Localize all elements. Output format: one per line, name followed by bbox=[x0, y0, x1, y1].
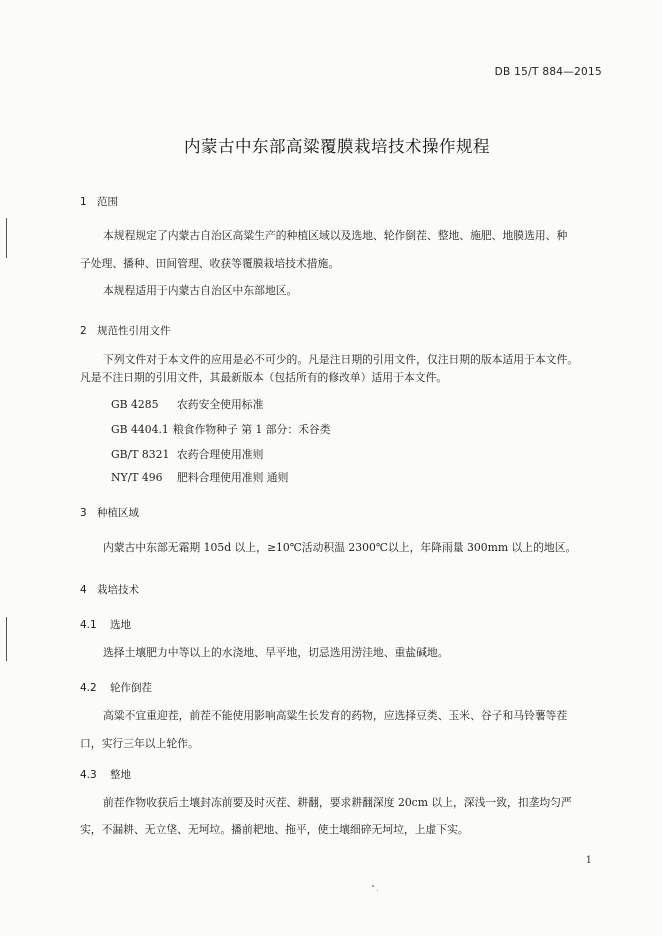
section-number: 2 bbox=[80, 325, 87, 337]
paragraph-line: 前茬作物收获后土壤封冻前要及时灭茬、耕翻，要求耕翻深度 20cm 以上，深浅一致，扣垄均匀严 bbox=[103, 796, 572, 809]
reference-code: NY/T 496 bbox=[111, 471, 163, 484]
subsection-title: 轮作倒茬 bbox=[110, 682, 152, 694]
section-number: 1 bbox=[80, 196, 87, 208]
paragraph-line: 下列文件对于本文件的应用是必不可少的。凡是注日期的引用文件，仅注日期的版本适用于本文件。 bbox=[103, 353, 579, 366]
paragraph-line: 凡是不注日期的引用文件，其最新版本（包括所有的修改单）适用于本文件。 bbox=[80, 371, 448, 384]
paragraph-line: 口，实行三年以上轮作。 bbox=[80, 737, 199, 750]
page-title: 内蒙古中东部高粱覆膜栽培技术操作规程 bbox=[184, 137, 490, 156]
document-number: DB 15/T 884—2015 bbox=[494, 66, 602, 78]
subsection-number: 4.2 bbox=[80, 682, 97, 694]
paragraph-line: 本规程规定了内蒙古自治区高粱生产的种植区域以及选地、轮作倒茬、整地、施肥、地膜选用、种 bbox=[103, 229, 568, 242]
subsection-title: 整地 bbox=[110, 769, 131, 781]
subsection-heading-rotation bbox=[80, 680, 152, 695]
binding-mark-bottom bbox=[6, 617, 7, 661]
reference-code: GB 4404.1 bbox=[111, 423, 169, 436]
scan-speck bbox=[377, 890, 378, 891]
paragraph-line: 实，不漏耕、无立垡、无坷垃。播前耙地、拖平，使土壤细碎无坷垃，上虚下实。 bbox=[80, 823, 469, 836]
reference-name: 农药合理使用准则 bbox=[177, 448, 264, 461]
binding-mark-top bbox=[6, 218, 7, 258]
paragraph-line: 内蒙古中东部无霜期 105d 以上，≥10℃活动积温 2300℃以上，年降雨量 300mm 以上的地区。 bbox=[103, 541, 577, 554]
reference-name: 粮食作物种子 第 1 部分：禾谷类 bbox=[173, 423, 331, 436]
reference-code: GB/T 8321 bbox=[111, 448, 170, 461]
subsection-number: 4.1 bbox=[80, 619, 97, 631]
section-title: 范围 bbox=[97, 196, 118, 208]
section-heading-scope bbox=[80, 194, 118, 209]
reference-code: GB 4285 bbox=[111, 398, 159, 411]
reference-item bbox=[111, 447, 263, 462]
reference-item bbox=[111, 470, 288, 485]
section-title: 栽培技术 bbox=[97, 584, 139, 596]
subsection-heading-land-prep bbox=[80, 767, 131, 782]
subsection-number: 4.3 bbox=[80, 769, 97, 781]
reference-name: 农药安全使用标准 bbox=[177, 398, 264, 411]
paragraph-line: 高粱不宜重迎茬，前茬不能使用影响高粱生长发育的药物，应选择豆类、玉米、谷子和马铃薯等茬 bbox=[103, 709, 568, 722]
page-number: 1 bbox=[585, 855, 592, 866]
paragraph-line: 本规程适用于内蒙古自治区中东部地区。 bbox=[103, 284, 298, 297]
section-number: 4 bbox=[80, 584, 87, 596]
section-heading-references bbox=[80, 323, 171, 338]
section-heading-cultivation bbox=[80, 582, 139, 597]
section-number: 3 bbox=[80, 507, 87, 519]
reference-item bbox=[111, 422, 331, 437]
subsection-heading-site-selection bbox=[80, 617, 131, 632]
reference-item bbox=[111, 397, 263, 412]
paragraph-line: 选择土壤肥力中等以上的水浇地、旱平地，切忌选用涝洼地、重盐碱地。 bbox=[103, 646, 449, 659]
scan-speck bbox=[372, 885, 374, 887]
section-title: 规范性引用文件 bbox=[97, 325, 171, 337]
section-title: 种植区域 bbox=[97, 507, 139, 519]
reference-name: 肥料合理使用准则 通则 bbox=[177, 471, 289, 484]
section-heading-planting-area bbox=[80, 505, 139, 520]
paragraph-line: 子处理、播种、田间管理、收获等覆膜栽培技术措施。 bbox=[80, 257, 340, 270]
subsection-title: 选地 bbox=[110, 619, 131, 631]
